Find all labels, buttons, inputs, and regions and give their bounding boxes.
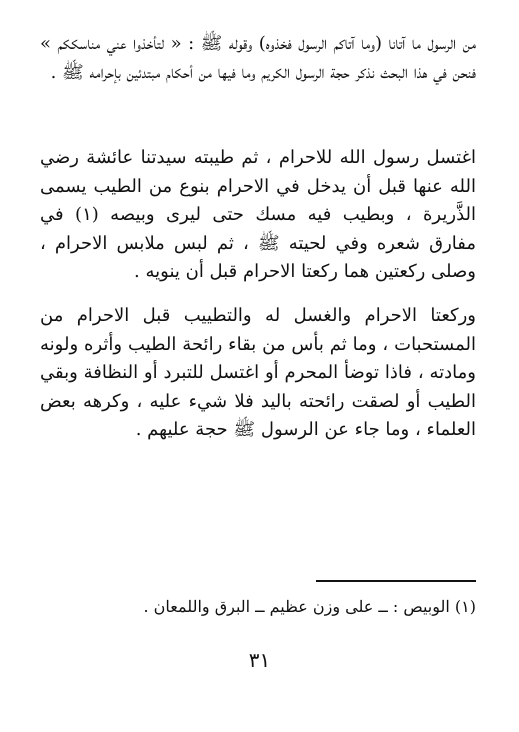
footnote: (١) الوبيص : ــ على وزن عظيم ــ البرق واللمعان . bbox=[143, 597, 476, 616]
paragraph-3: وركعتا الاحرام والغسل له والتطييب قبل الاحرام من المستحبات ، وما ثم بأس من بقاء رائحة الطيب وأثره ولونه ومادته ، فاذا توضأ المحرم أو اغتسل للتبرد أو النظافة وبقي الطيب أو لصقت رائحته باليد فلا شيء عليه ، وكرهه بعض العلماء ، وما جاء عن الرسول ﷺ حجة عليهم . bbox=[40, 305, 476, 440]
footnote-separator bbox=[316, 580, 476, 582]
paragraph-2: اغتسل رسول الله للاحرام ، ثم طيبته سيدتنا عائشة رضي الله عنها قبل أن يدخل في الاحرام بنوع من الطيب يسمى الذَّريرة ، وبطيب فيه مسك حتى ليرى وبيصه (١) في مفارق شعره وفي لحيته ﷺ ، ثم لبس ملابس الاحرام ، وصلى ركعتين هما ركعتا الاحرام قبل أن ينويه . bbox=[40, 147, 476, 282]
paragraph-1: من الرسول ما آتانا (وما آتاكم الرسول فخذوه) وقوله ﷺ : « لتأخذوا عني مناسككم » فنحن في هذا البحث نذكر حجة الرسول الكريم وما فيها من أحكام مبتدئين بإحرامه ﷺ . bbox=[40, 33, 476, 83]
page-number: ٣١ bbox=[248, 648, 271, 672]
